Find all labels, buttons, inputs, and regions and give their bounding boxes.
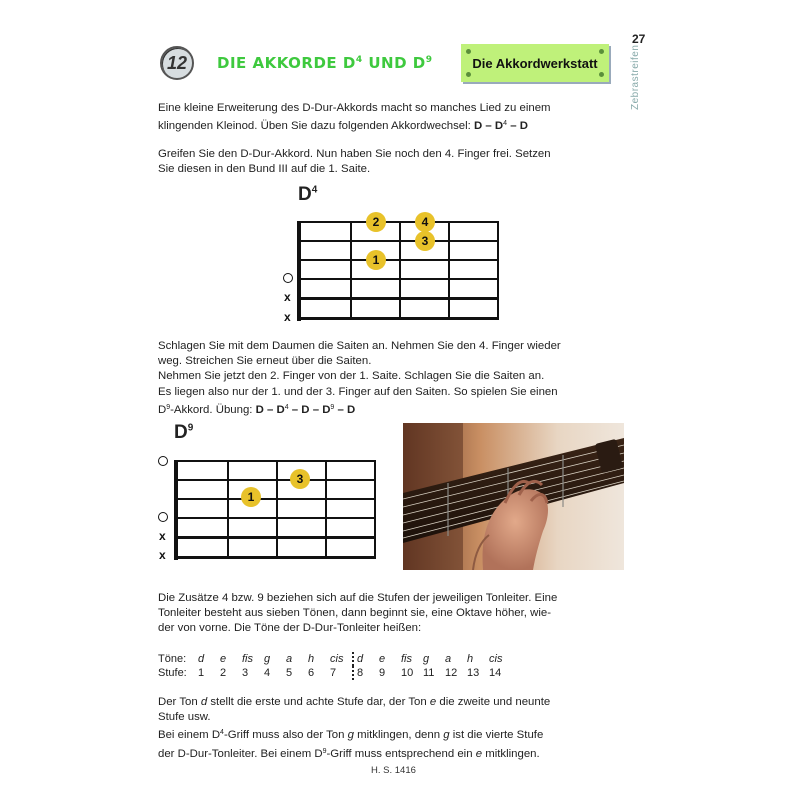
closing-note: e (429, 696, 437, 708)
tone-cell: h (467, 653, 474, 665)
fret-line (448, 221, 450, 320)
step-cell: 9 (379, 667, 386, 679)
fret-line (276, 460, 278, 559)
exercise-sup-9: 9 (330, 403, 335, 411)
step-cell: 6 (308, 667, 315, 679)
instruction2-line-5b: -Akkord. Übung: (170, 403, 256, 416)
string-line (174, 536, 375, 539)
workshop-note (461, 44, 609, 82)
tone-cell: fis (401, 653, 412, 665)
string-line (297, 221, 498, 223)
tone-cell: cis (489, 653, 503, 665)
closing-sup: 4 (220, 729, 224, 737)
muted-string-marker: x (284, 290, 291, 304)
fret-line (497, 221, 499, 320)
chord-d4-title (298, 184, 317, 206)
closing-sup: 9 (322, 747, 327, 755)
exercise-seq-a: D – D (255, 403, 285, 416)
closing-text: mitklingen. (482, 747, 540, 760)
open-string-marker (158, 456, 168, 466)
tone-cell: d (198, 653, 205, 665)
step-cell: 1 (198, 667, 205, 679)
instruction2-line-3: Nehmen Sie jetzt den 2. Finger von der 1. Saite. Schlagen Sie die Saiten an. (158, 370, 545, 383)
instruction1-line-2: Sie diesen in den Bund III auf die 1. Saite. (158, 163, 371, 176)
instruction-paragraph-2 (158, 339, 561, 418)
closing-text: Der Ton (158, 696, 201, 708)
footer-code: H. S. 1416 (371, 765, 416, 776)
string-line (297, 259, 498, 261)
steps-row (158, 666, 511, 680)
step-cell: 12 (445, 667, 458, 679)
chapter-title-main: DIE AKKORDE D (217, 54, 356, 72)
step-cell: 2 (220, 667, 227, 679)
closing-text: die zweite und neunte (436, 696, 551, 708)
step-cell: 11 (423, 667, 435, 679)
closing-text: Bei einem D (158, 729, 221, 742)
page-number: 27 (632, 32, 646, 46)
tone-cell: d (357, 653, 364, 665)
fret-line (325, 460, 327, 559)
finger-dot: 3 (415, 231, 435, 251)
explanation-line-1: Die Zusätze 4 bzw. 9 beziehen sich auf die Stufen der jeweiligen Tonleiter. Eine (158, 592, 558, 604)
step-cell: 3 (242, 667, 249, 679)
chord-d4-name: D (298, 184, 312, 205)
closing-text: -Griff muss also der Ton (223, 729, 348, 742)
instruction1-line-1: Greifen Sie den D-Dur-Akkord. Nun haben Sie noch den 4. Finger frei. Setzen (158, 148, 551, 160)
instruction2-line-4: Es liegen also nur der 1. und der 3. Finger auf den Saiten. So spielen Sie einen (158, 385, 558, 398)
closing-text: ist die vierte Stufe (449, 729, 544, 742)
step-cell: 14 (489, 667, 502, 679)
side-label: Zebrastreifen (630, 44, 641, 110)
muted-string-marker: x (284, 310, 291, 324)
guitar-hand-photo (403, 423, 624, 570)
tones-label: Töne: (158, 653, 187, 665)
chapter-title (217, 54, 432, 72)
pin-icon (466, 72, 471, 77)
tone-cell: a (445, 653, 452, 665)
chapter-title-sup-4: 4 (355, 55, 363, 65)
finger-dot: 3 (290, 469, 310, 489)
closing-note: g (443, 729, 450, 742)
intro-paragraph (158, 101, 551, 134)
tones-row (158, 652, 511, 666)
exercise-seq-c: – D (334, 403, 356, 416)
explanation-paragraph (158, 591, 557, 637)
chord-d9-title (174, 422, 193, 444)
intro-line-2: klingenden Kleinod. Üben Sie dazu folgenden Akkordwechsel: (158, 120, 474, 133)
chapter-title-sup-9: 9 (425, 55, 433, 65)
tone-cell: h (308, 653, 315, 665)
pin-icon (466, 49, 471, 54)
open-string-marker (158, 512, 168, 522)
step-cell: 10 (401, 667, 414, 679)
step-cell: 4 (264, 667, 271, 679)
string-line (297, 297, 498, 300)
open-string-marker (283, 273, 293, 283)
tone-cell: fis (242, 653, 253, 665)
closing-text: stellt die erste und achte Stufe dar, der Ton (207, 696, 430, 708)
string-line (174, 556, 375, 559)
chord-d9-diagram (174, 460, 376, 560)
steps-label: Stufe: (158, 667, 187, 679)
closing-text: Stufe usw. (158, 711, 211, 724)
chapter-number: 12 (166, 52, 188, 73)
explanation-line-2: Tonleiter besteht aus sieben Tönen, dann beginnt sie, eine Oktave höher, wie- (158, 607, 552, 620)
tone-cell: g (264, 653, 271, 665)
nut (174, 460, 178, 560)
chapter-number-badge (160, 46, 194, 80)
intro-chord-seq-a: D – D (474, 120, 504, 133)
chord-d9-sup: 9 (187, 422, 194, 434)
string-line (297, 278, 498, 280)
fret-line (350, 221, 352, 320)
explanation-line-3: der von vorne. Die Töne der D-Dur-Tonleiter heißen: (158, 622, 422, 635)
intro-line-1: Eine kleine Erweiterung des D-Dur-Akkords macht so manches Lied zu einem (158, 102, 551, 114)
closing-text: der D-Dur-Tonleiter. Bei einem D (158, 747, 323, 760)
instruction2-line-1: Schlagen Sie mit dem Daumen die Saiten an. Nehmen Sie den 4. Finger wieder (158, 340, 561, 352)
workshop-label: Die Akkordwerkstatt (472, 55, 598, 71)
tone-cell: a (286, 653, 293, 665)
fret-line (399, 221, 401, 320)
closing-note: d (200, 696, 208, 708)
string-line (174, 517, 375, 519)
tone-cell: cis (330, 652, 353, 666)
exercise-sup-4: 4 (284, 403, 289, 411)
tone-cell: g (423, 653, 430, 665)
pin-icon (599, 49, 604, 54)
closing-note: g (347, 729, 354, 742)
instruction2-line-2: weg. Streichen Sie erneut über die Saiten. (158, 355, 372, 368)
finger-dot: 1 (241, 487, 261, 507)
guitar-hand-illustration (403, 423, 624, 570)
chord-d4-diagram (297, 221, 499, 321)
tone-cell: e (220, 653, 227, 665)
instruction2-line-5a: D (158, 403, 167, 416)
closing-text: -Griff muss entsprechend ein (326, 747, 476, 760)
closing-note: e (475, 747, 483, 760)
fret-line (227, 460, 229, 559)
muted-string-marker: x (159, 548, 166, 562)
finger-dot: 4 (415, 212, 435, 232)
scale-table (158, 652, 511, 680)
finger-dot: 2 (366, 212, 386, 232)
chapter-title-mid: UND D (362, 54, 426, 72)
fret-line (374, 460, 376, 559)
nut (297, 221, 301, 321)
instruction2-sup: 9 (166, 403, 171, 411)
string-line (174, 479, 375, 481)
step-cell: 8 (357, 667, 364, 679)
finger-dot: 1 (366, 250, 386, 270)
step-cell: 5 (286, 667, 293, 679)
intro-chord-seq-b: – D (507, 120, 528, 133)
pin-icon (599, 72, 604, 77)
chord-d9-name: D (174, 422, 188, 443)
step-cell: 7 (330, 666, 353, 680)
string-line (297, 240, 498, 242)
muted-string-marker: x (159, 529, 166, 543)
closing-paragraph (158, 695, 550, 762)
string-line (174, 460, 375, 462)
closing-text: mitklingen, denn (353, 729, 444, 742)
string-line (297, 317, 498, 320)
intro-chord-sup: 4 (503, 120, 508, 128)
step-cell: 13 (467, 667, 480, 679)
instruction-paragraph-1 (158, 147, 551, 177)
chord-d4-sup: 4 (311, 184, 318, 196)
tone-cell: e (379, 653, 386, 665)
string-line (174, 498, 375, 500)
exercise-seq-b: – D – D (288, 403, 331, 416)
